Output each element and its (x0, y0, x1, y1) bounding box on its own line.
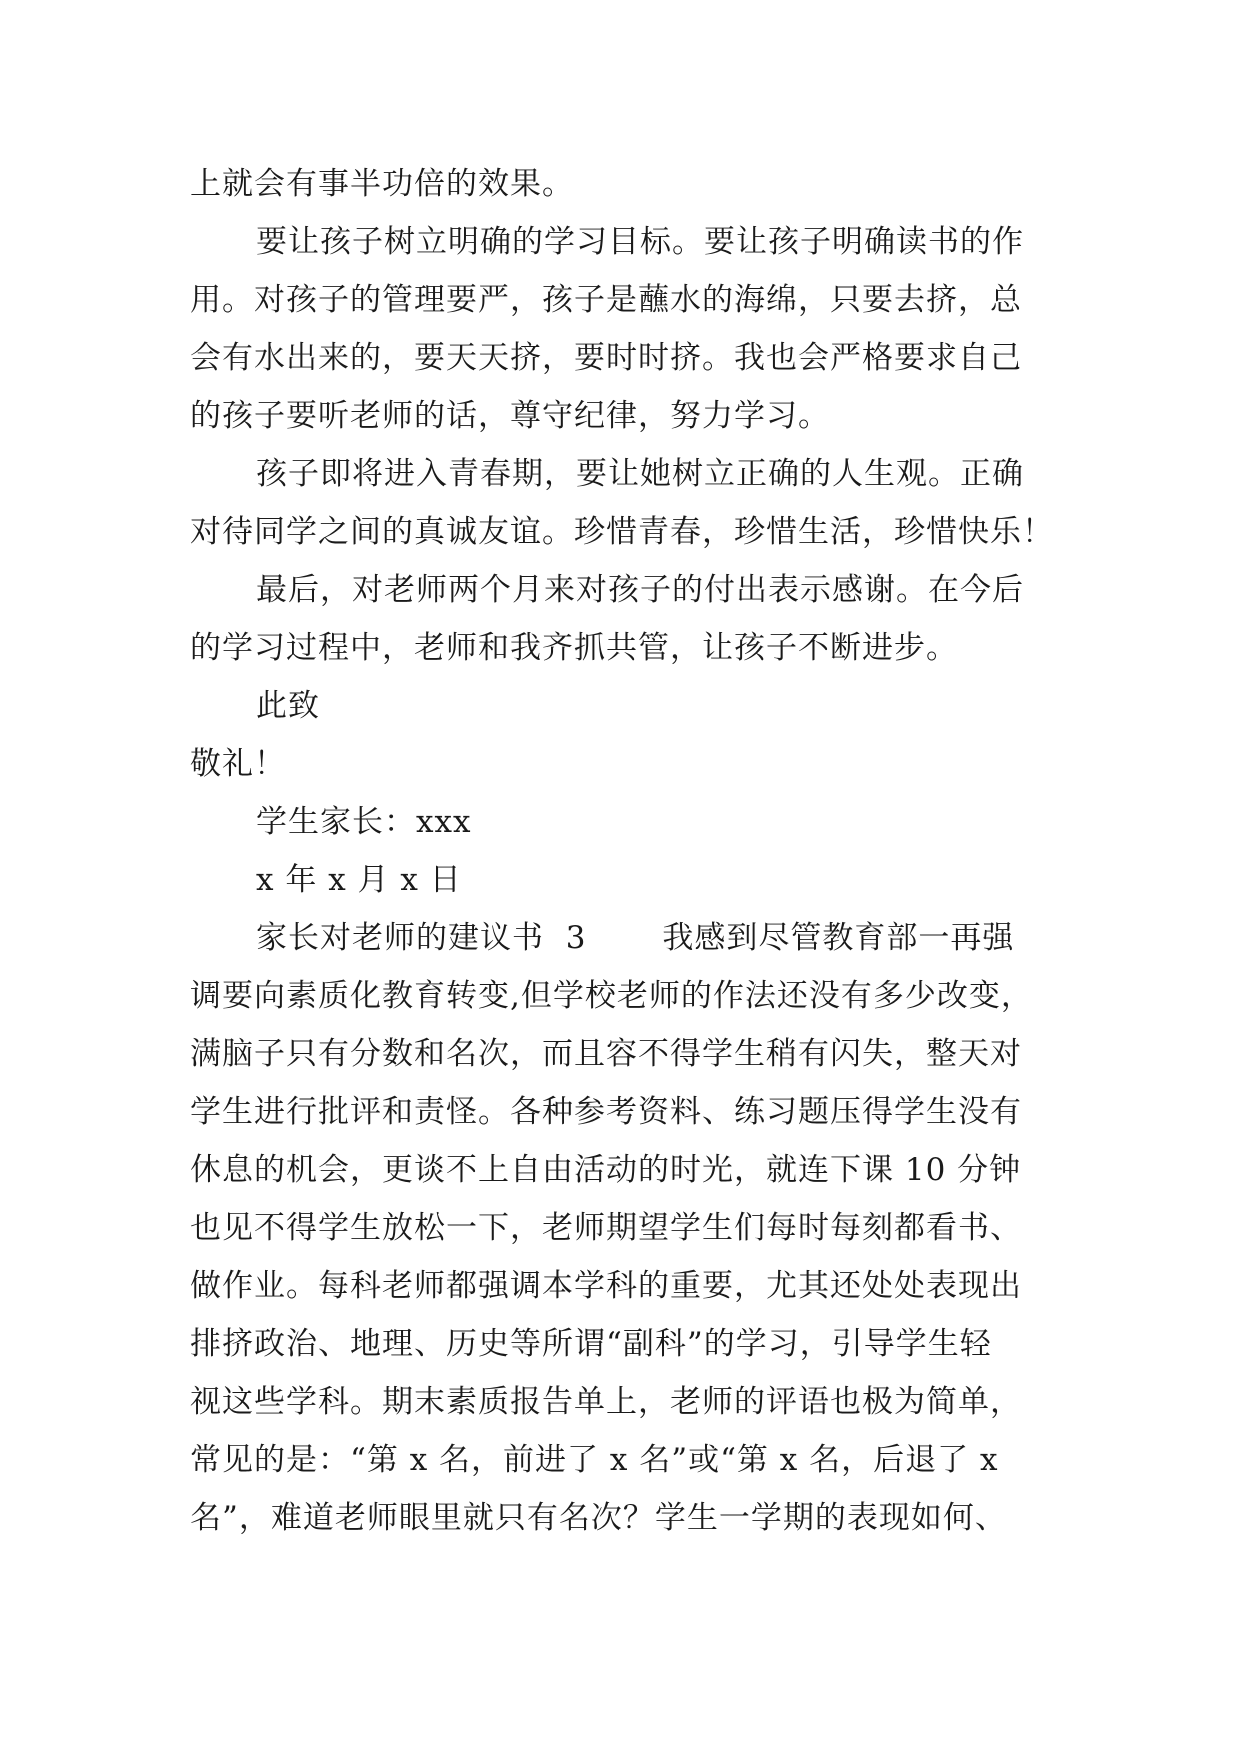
signature-parent: 学生家长：xxx (256, 804, 472, 840)
text-line: 也见不得学生放松一下，老师期望学生们每时每刻都看书、 (190, 1210, 1022, 1246)
text-line: 最后，对老师两个月来对孩子的付出表示感谢。在今后 (256, 572, 1024, 608)
text-line: 排挤政治、地理、历史等所谓“副科”的学习，引导学生轻 (190, 1326, 992, 1362)
text-line: 对待同学之间的真诚友谊。珍惜青春，珍惜生活，珍惜快乐！ (190, 514, 1054, 550)
text-line: 上就会有事半功倍的效果。 (190, 166, 574, 202)
text-line: 满脑子只有分数和名次，而且容不得学生稍有闪失，整天对 (190, 1036, 1022, 1072)
text-line: 的学习过程中，老师和我齐抓共管，让孩子不断进步。 (190, 630, 958, 666)
text-line: 会有水出来的，要天天挤，要时时挤。我也会严格要求自己 (190, 340, 1022, 376)
section-heading-line: 家长对老师的建议书 3 我感到尽管教育部一再强 (256, 920, 1015, 956)
text-line: 调要向素质化教育转变,但学校老师的作法还没有多少改变， (190, 978, 1033, 1014)
text-line: 视这些学科。期末素质报告单上，老师的评语也极为简单， (190, 1384, 1022, 1420)
closing-regards: 敬礼！ (190, 746, 286, 782)
closing-salutation: 此致 (256, 688, 320, 724)
text-line: 孩子即将进入青春期，要让她树立正确的人生观。正确 (256, 456, 1024, 492)
text-line: 名”，难道老师眼里就只有名次？学生一学期的表现如何、 (190, 1500, 1007, 1536)
text-line: 常见的是：“第 x 名，前进了 x 名”或“第 x 名，后退了 x (190, 1442, 999, 1478)
text-line: 要让孩子树立明确的学习目标。要让孩子明确读书的作 (256, 224, 1024, 260)
text-line: 的孩子要听老师的话，尊守纪律，努力学习。 (190, 398, 830, 434)
text-line: 休息的机会，更谈不上自由活动的时光，就连下课 10 分钟 (190, 1152, 1022, 1188)
signature-date: x 年 x 月 x 日 (256, 862, 462, 898)
text-line: 做作业。每科老师都强调本学科的重要，尤其还处处表现出 (190, 1268, 1022, 1304)
document-body (190, 155, 1054, 1547)
text-line: 用。对孩子的管理要严，孩子是蘸水的海绵，只要去挤，总 (190, 282, 1022, 318)
text-line: 学生进行批评和责怪。各种参考资料、练习题压得学生没有 (190, 1094, 1022, 1130)
